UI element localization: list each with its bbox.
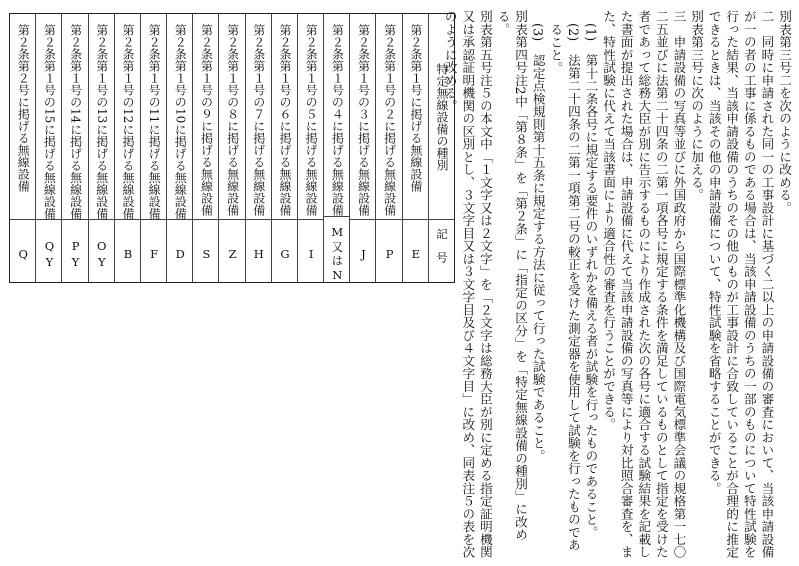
equipment-type: 第２条第１号の10に掲げる無線設備 bbox=[167, 14, 192, 220]
table-row bbox=[349, 14, 375, 282]
table-row bbox=[166, 14, 192, 282]
equipment-type: 第２条第１号の11に掲げる無線設備 bbox=[141, 14, 166, 220]
paragraph: 別表第三号二を次のように改める。 bbox=[777, 10, 792, 214]
paragraph: (1) 第十二条各号に規定する要件のいずれかを備える者が試験を行ったものであること。 bbox=[583, 22, 599, 539]
paragraph: 別表第三号に次のように加える。 bbox=[689, 10, 705, 202]
equipment-type: 第２条第１号の15に掲げる無線設備 bbox=[36, 14, 61, 220]
symbol-code: F bbox=[147, 247, 162, 263]
table-row bbox=[402, 14, 428, 282]
equipment-type: 第２条第１号の８に掲げる無線設備 bbox=[219, 14, 244, 220]
paragraph: 別表第五号注５の本文中「１文字又は２文字」を「２文字は総務大臣が別に定める指定証明機関又は承認証明機関の区別とし、３文字目又は３文字目及び４文字目」に改め、同表注５の表を次のように改める。 bbox=[442, 10, 493, 559]
paragraph: 別表第四号注2中「第８条」を「第２条」に「指定の区分」を「特定無線設備の種別」に改める。 bbox=[495, 10, 529, 541]
paragraph: 二 同時に申請された同一の工事設計に基づく二以上の申請設備の審査において、当該申請設備が一の者の工事に係るものである場合は、当該申請設備のうちの一部のものについて特性試験を行った結果、当該申請設備のうちのその他のものが工事設計に合致していることが合理的に推定できるときは、当該その他の申請設備について、特性試験を省略することができる。 bbox=[706, 10, 775, 559]
paragraph: (2) 法第二十四条の二第一項第二号の較正を受けた測定器を使用して試験を行ったものであること。 bbox=[548, 22, 581, 551]
equipment-type: 第２条第１号の12に掲げる無線設備 bbox=[115, 14, 140, 220]
symbol-code: E bbox=[408, 247, 423, 263]
symbol-table bbox=[9, 13, 455, 283]
table-header bbox=[428, 14, 454, 282]
table-row bbox=[323, 14, 349, 282]
table-row bbox=[88, 14, 114, 282]
table-row bbox=[61, 14, 87, 282]
table-row bbox=[10, 14, 35, 282]
header-symbol: 記号 bbox=[435, 227, 449, 275]
equipment-type: 第２条第１号の４に掲げる無線設備 bbox=[324, 14, 349, 217]
equipment-type: 第２条第１号の７に掲げる無線設備 bbox=[246, 14, 271, 220]
symbol-code: J bbox=[356, 247, 371, 263]
equipment-type: 第２条第１号の９に掲げる無線設備 bbox=[193, 14, 218, 220]
table-row bbox=[297, 14, 323, 282]
symbol-code: H bbox=[251, 247, 266, 263]
symbol-code: G bbox=[277, 247, 292, 263]
table-row bbox=[218, 14, 244, 282]
table-row bbox=[114, 14, 140, 282]
symbol-code: P bbox=[382, 247, 397, 263]
paragraph: 三 申請設備の写真等並びに外国政府から国際標準化機構及び国際電気標準会議の規格第一七〇二五並びに法第二十四条の二第一項各号に規定する条件を満足しているものとして指定を受けた者であって総務大臣が別に告示するものにより作成された次の各号に適合する試験結果を記載した書面が提出された場合は、申請設備に代えて当該申請設備の写真等により対比照合審査を、また、特性試験に代えて当該書面により適合性の審査を行うことができる。 bbox=[601, 10, 687, 559]
table-row bbox=[192, 14, 218, 282]
equipment-type: 第２条第１号の５に掲げる無線設備 bbox=[298, 14, 323, 220]
equipment-type: 第２条第１号の２に掲げる無線設備 bbox=[376, 14, 401, 220]
paragraph: (3) 認定点検規則第十五条に規定する方法に従って行った試験であること。 bbox=[530, 22, 546, 462]
equipment-type: 第２条第１号の14に掲げる無線設備 bbox=[62, 14, 87, 220]
equipment-type: 第２条第１号の３に掲げる無線設備 bbox=[350, 14, 375, 220]
table-row bbox=[245, 14, 271, 282]
header-type: 特定無線設備の種別 bbox=[429, 14, 454, 220]
table-row bbox=[140, 14, 166, 282]
symbol-code: PY bbox=[68, 239, 83, 271]
symbol-code: OY bbox=[94, 239, 109, 271]
table-row bbox=[375, 14, 401, 282]
symbol-code: B bbox=[120, 247, 135, 263]
symbol-code: Z bbox=[225, 247, 240, 263]
symbol-code: I bbox=[304, 247, 319, 263]
symbol-code: D bbox=[173, 247, 188, 263]
equipment-type: 第２条第２号に掲げる無線設備 bbox=[10, 14, 35, 220]
equipment-type: 第２条第１号の６に掲げる無線設備 bbox=[272, 14, 297, 220]
symbol-code: Q bbox=[16, 247, 31, 263]
equipment-type: 第２条第１号の13に掲げる無線設備 bbox=[89, 14, 114, 220]
table-row bbox=[271, 14, 297, 282]
symbol-code: S bbox=[199, 247, 214, 263]
symbol-code: M又はN bbox=[330, 225, 345, 284]
equipment-type: 第２条第１号に掲げる無線設備 bbox=[403, 14, 428, 220]
symbol-code: QY bbox=[42, 239, 57, 271]
table-row bbox=[35, 14, 61, 282]
